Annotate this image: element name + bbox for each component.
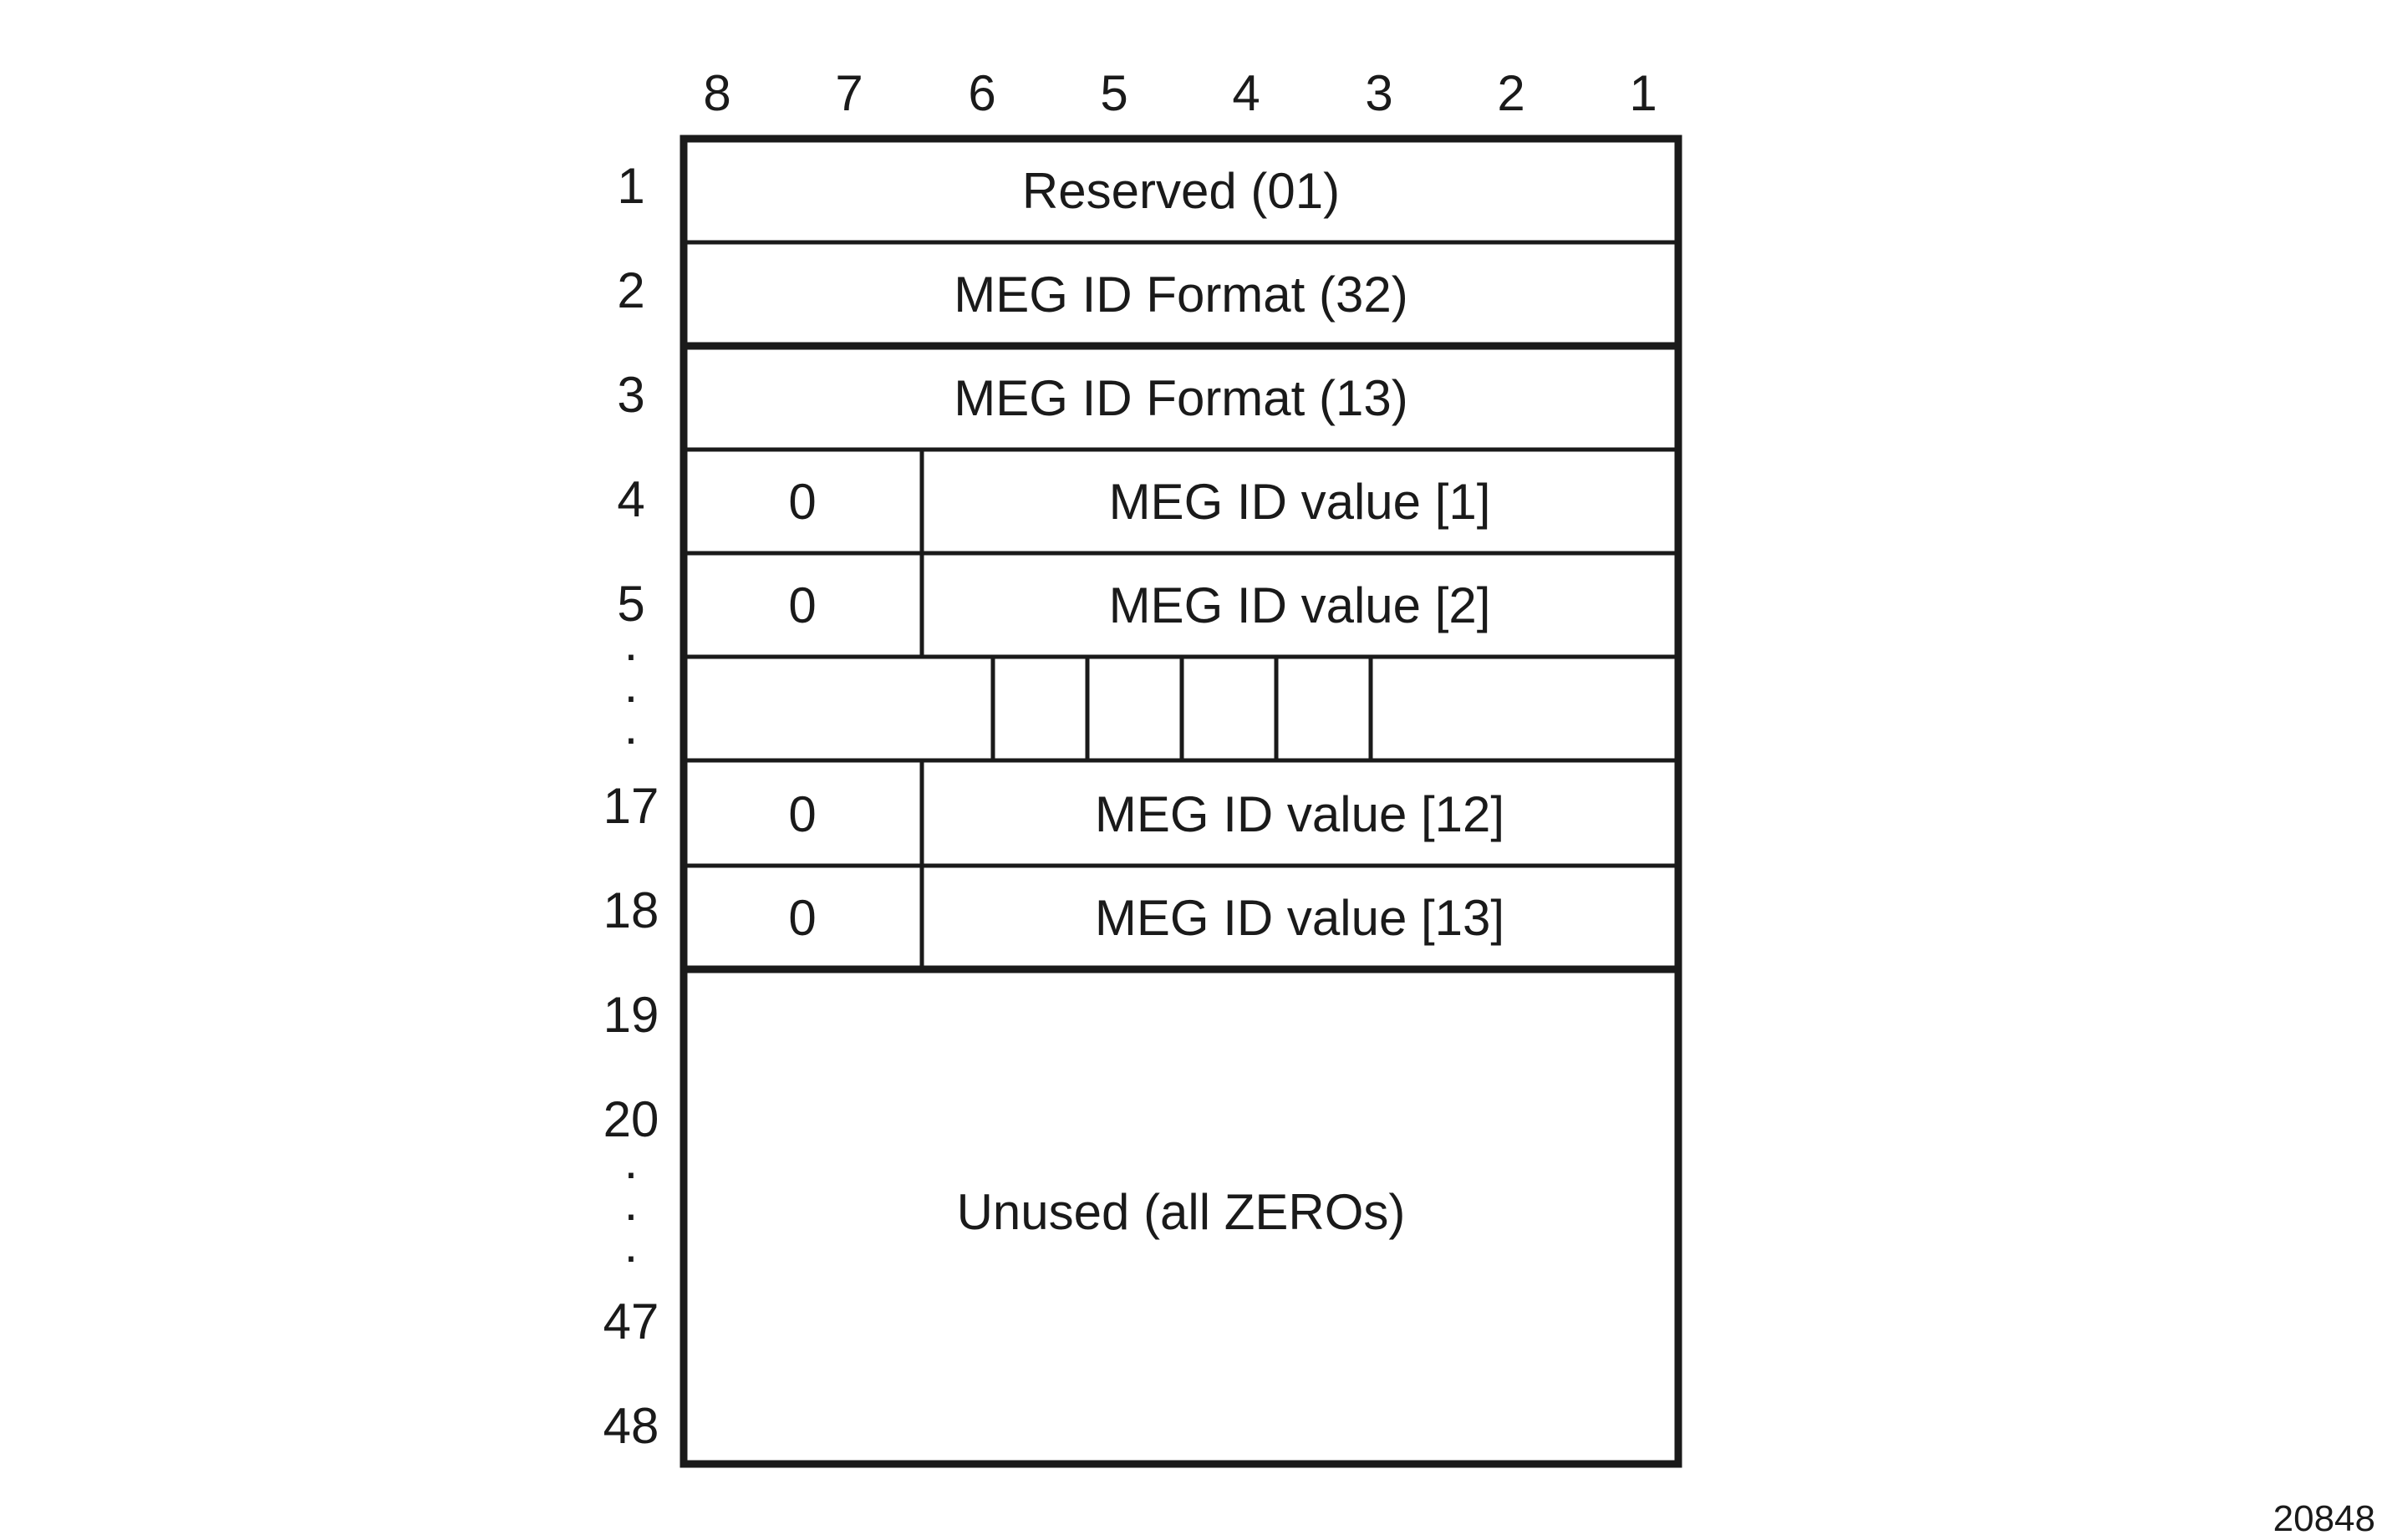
bit-label-4: 4 (1232, 65, 1260, 121)
ellipsis-dot: . (623, 657, 639, 713)
meg-id-value-field: MEG ID value [12] (1094, 786, 1505, 842)
ellipsis-dot: . (623, 615, 639, 671)
reserved-field: Reserved (01) (1021, 163, 1341, 219)
octet-label-2: 2 (617, 262, 645, 318)
zero-bit-field: 0 (788, 577, 817, 633)
bit-label-2: 2 (1497, 65, 1525, 121)
meg-id-format-field: MEG ID Format (32) (954, 267, 1408, 323)
zero-bit-field: 0 (788, 474, 817, 530)
bit-label-6: 6 (968, 65, 996, 121)
octet-label-48: 48 (603, 1398, 659, 1454)
octet-number-column (603, 158, 659, 1454)
meg-id-format-field: MEG ID Format (13) (954, 370, 1408, 426)
zero-bit-field: 0 (788, 890, 817, 946)
ellipsis-dot: . (623, 1175, 639, 1231)
bit-label-3: 3 (1365, 65, 1393, 121)
field-labels (788, 163, 1504, 1240)
octet-label-17: 17 (603, 778, 659, 834)
bit-label-7: 7 (835, 65, 863, 121)
meg-id-value-field: MEG ID value [2] (1108, 577, 1491, 633)
octet-label-47: 47 (603, 1293, 659, 1349)
ellipsis-dot: . (623, 699, 639, 755)
meg-id-value-field: MEG ID value [1] (1108, 474, 1491, 530)
octet-label-5: 5 (617, 576, 645, 632)
zero-bit-field: 0 (788, 786, 817, 842)
ellipsis-dot: . (623, 1217, 639, 1273)
octet-label-18: 18 (603, 882, 659, 938)
meg-id-value-field: MEG ID value [13] (1094, 890, 1505, 946)
ellipsis-dot: . (623, 1133, 639, 1189)
bit-label-8: 8 (703, 65, 731, 121)
bit-position-header (703, 65, 1657, 121)
octet-label-4: 4 (617, 471, 645, 527)
octet-label-19: 19 (603, 987, 659, 1043)
figure-number: 20848 (2273, 1498, 2375, 1539)
octet-label-20: 20 (603, 1091, 659, 1147)
octet-label-3: 3 (617, 367, 645, 423)
bit-label-1: 1 (1629, 65, 1657, 121)
octet-label-1: 1 (617, 158, 645, 214)
bit-label-5: 5 (1100, 65, 1128, 121)
unused-field: Unused (all ZEROs) (956, 1184, 1406, 1240)
